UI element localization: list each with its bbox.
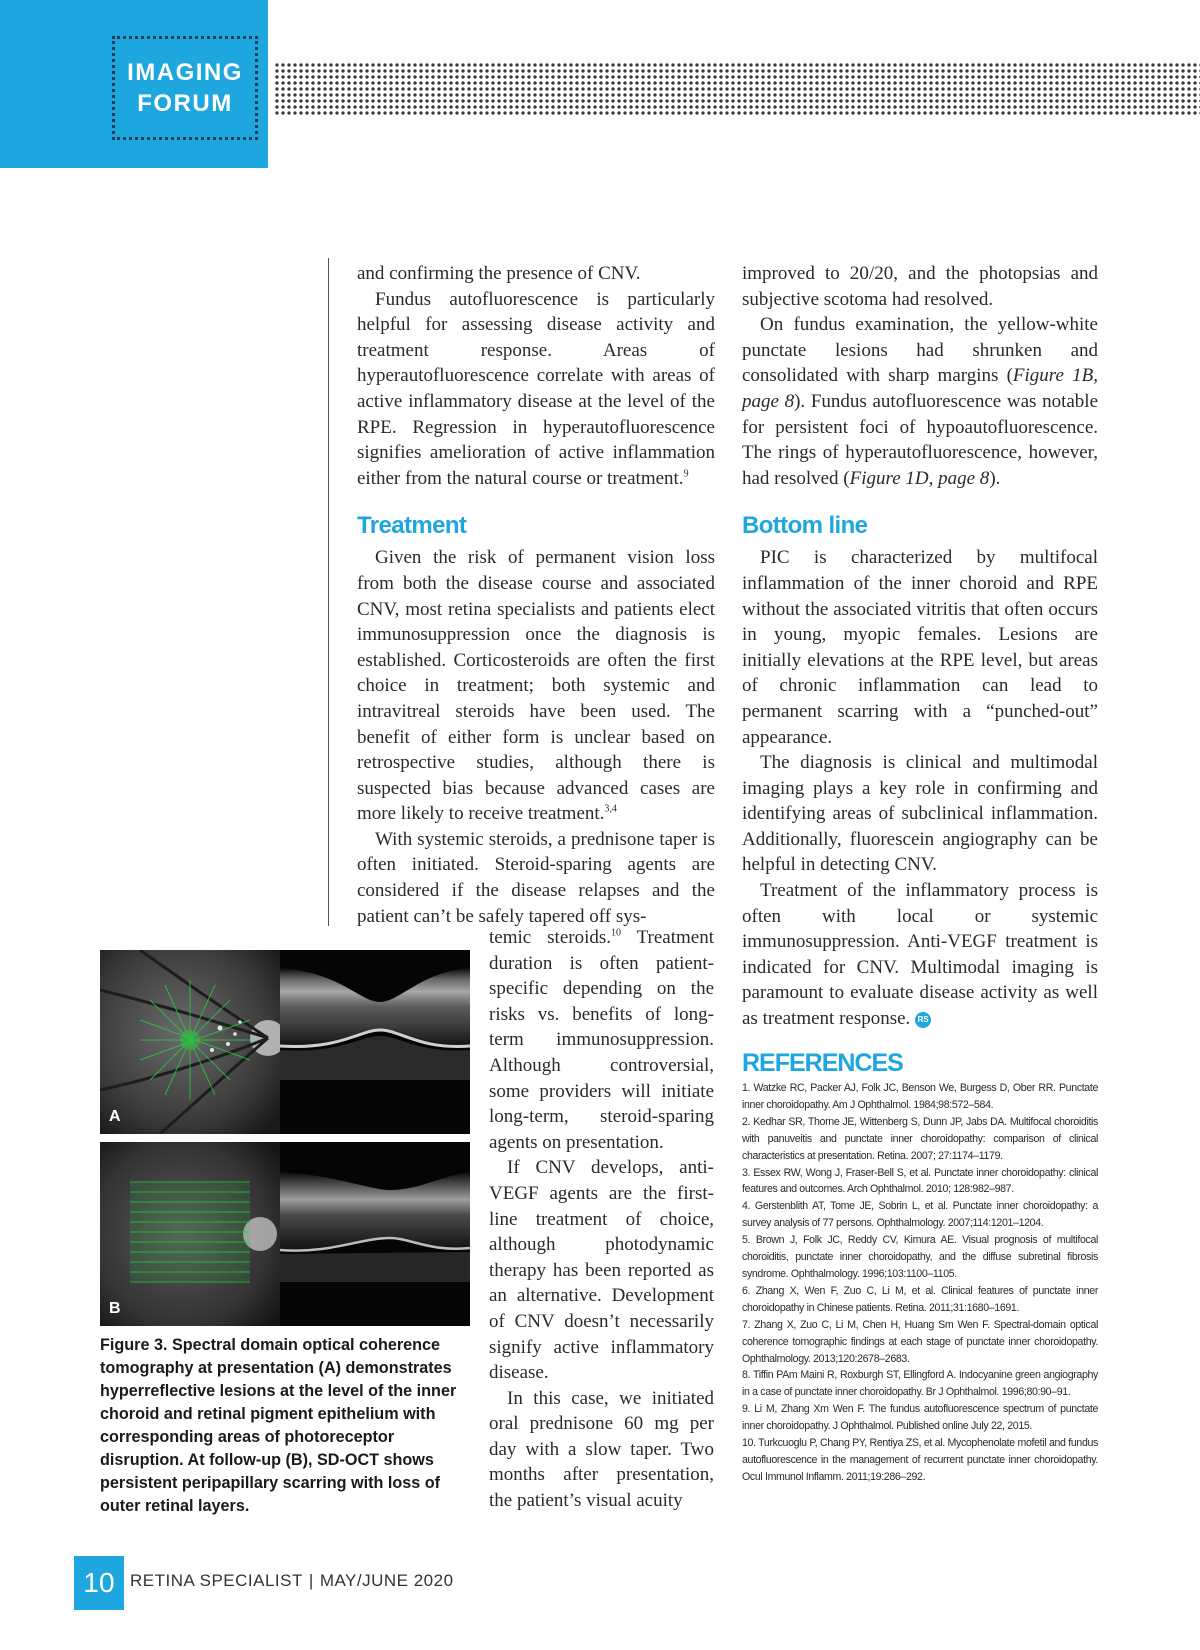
paragraph-treatment-1: Given the risk of permanent vision loss from both the disease course and associated CNV, most retina specialists and patients elect immunosuppression once the diagnosis is established. Corticosteroids are often the first choice in treatment; both systemic and intravitreal steroids have been used. The benefit of either form is unclear based on retrospective studies, although there is suspected bias because advanced cases are more likely to receive treatment.$^{3,4}$ (357, 547, 715, 825)
reference-marker: 10 (611, 927, 621, 939)
heading-treatment: Treatment (357, 512, 467, 540)
reference-item: 4. Gerstenblith AT, Tome JE, Sobrin L, et al. Punctate inner choroidopathy: a survey analysis of 77 persons. Ophthalmology. 2007;114:1201–1204. (742, 1200, 1098, 1230)
figure-panel-a (100, 950, 470, 1134)
article-column-1-continued (489, 925, 714, 1514)
panel-label-a: A (109, 1108, 121, 1125)
paragraph-bottom-3: Treatment of the inflammatory process is often with local or systemic immunosuppression. Anti-VEGF treatment is indicated for CNV. Multimodal imaging is paramount to evaluate disease activity as well as treatment response. RS (742, 880, 1098, 1030)
paragraph-continuation: and confirming the presence of CNV. (357, 263, 641, 284)
paragraph-treatment-2-continued: temic steroids.$^{10}$ Treatment duration is often patient-specific depending on the risks vs. benefits of long-term immunosuppression. Although controversial, some providers will initiate long-term, steroid-sparing agents on presentation. (489, 927, 714, 1153)
reference-marker: 3,4 (604, 803, 617, 815)
figure-panel-b (100, 1142, 470, 1326)
issue-date: MAY/JUNE 2020 (319, 1571, 454, 1590)
oct-image-a (100, 950, 470, 1134)
figure-reference: Figure 1B, page 8 (742, 365, 1098, 412)
page-number: 10 (74, 1556, 124, 1610)
paragraph-acuity: improved to 20/20, and the photopsias and subjective scotoma had resolved. (742, 263, 1098, 310)
references-list (742, 1080, 1098, 1486)
paragraph-fundus-autofluorescence: Fundus autofluorescence is particularly helpful for assessing disease activity and treatment response. Areas of hyperautofluorescence correlate with areas of active inflammatory disease at the level of the RPE. Regression in hyperautofluorescence signifies amelioration of active inflammation either from the natural course or treatment.$^9$ (357, 288, 715, 489)
reference-item: 7. Zhang X, Zuo C, Li M, Chen H, Huang Sm Wen F. Spectral-domain optical coherence tomographic findings at each stage of punctate inner choroidopathy. Ophthalmology. 2013;120:2678–2683. (742, 1318, 1098, 1365)
running-footer (130, 1571, 454, 1591)
decorative-dot-band (274, 62, 1200, 116)
section-label-line1: IMAGING (127, 59, 243, 86)
section-label (112, 36, 258, 140)
reference-item: 5. Brown J, Folk JC, Reddy CV, Kimura AE. Visual prognosis of multifocal choroiditis, punctate inner choroidopathy, and the diffuse subretinal fibrosis syndrome. Ophthalmology. 1996;103:1100–1105. (742, 1234, 1098, 1280)
column-rule (328, 258, 329, 926)
reference-item: 8. Tiffin PAm Maini R, Roxburgh ST, Ellingford A. Indocyanine green angiography in a case of punctate inner choroidopathy. Br J Ophthalmol. 1996;80:90–91. (742, 1369, 1098, 1399)
figure-reference: Figure 1D, page 8 (849, 467, 990, 489)
paragraph-treatment-2: With systemic steroids, a prednisone taper is often initiated. Steroid-sparing agents are considered if the disease relapses and the patient can’t be safely tapered off sys- (357, 828, 715, 927)
end-mark-icon: RS (915, 1012, 931, 1028)
paragraph-cnv: If CNV develops, anti-VEGF agents are the first-line treatment of choice, although photodynamic therapy has been reported as an alternative. Development of CNV doesn’t necessarily signify active inflammatory disease. (489, 1157, 714, 1384)
oct-image-b (100, 1142, 470, 1326)
article-column-2 (742, 261, 1098, 1032)
article-column-1 (357, 261, 715, 929)
figure-caption: Figure 3. Spectral domain optical coherence tomography at presentation (A) demonstrates hyperreflective lesions at the level of the inner choroid and retinal pigment epithelium with corresponding areas of photoreceptor disruption. At follow-up (B), SD-OCT shows persistent peripapillary scarring with loss of outer retinal layers. (100, 1336, 457, 1515)
panel-label-b: B (109, 1300, 121, 1317)
reference-item: 1. Watzke RC, Packer AJ, Folk JC, Benson We, Burgess D, Ober RR. Punctate inner choroidopathy. Am J Ophthalmol. 1984;98:572–584. (742, 1082, 1098, 1111)
reference-item: 3. Essex RW, Wong J, Fraser-Bell S, et al. Punctate inner choroidopathy: clinical features and outcomes. Arch Ophthalmol. 2010; 128:982–987. (742, 1166, 1098, 1196)
reference-item: 2. Kedhar SR, Thorne JE, Wittenberg S, Dunn JP, Jabs DA. Multifocal choroiditis with panuveitis and punctate inner choroidopathy: comparison of clinical characteristics at presentation. Retina. 2007; 27:1174–1179. (742, 1115, 1098, 1162)
reference-marker: 9 (683, 468, 689, 480)
paragraph-bottom-1: PIC is characterized by multifocal inflammation of the inner choroid and RPE without the associated vitritis that often occurs in young, myopic females. Lesions are initially elevations at the RPE level, but areas of chronic inflammation can lead to permanent scarring with a “punched-out” appearance. (742, 547, 1098, 748)
references-heading: REFERENCES (742, 1049, 903, 1077)
reference-item: 6. Zhang X, Wen F, Zuo C, Li M, et al. Clinical features of punctate inner choroidopathy in Chinese patients. Retina. 2011;31:1680–1691. (742, 1284, 1098, 1314)
paragraph-case: In this case, we initiated oral prednisone 60 mg per day with a slow taper. Two months after presentation, the patient’s visual acuity (489, 1387, 714, 1512)
heading-bottom-line: Bottom line (742, 512, 868, 540)
footer-separator: | (308, 1571, 314, 1590)
reference-item: 10. Turkcuoglu P, Chang PY, Rentiya ZS, et al. Mycophenolate mofetil and fundus autofluorescence in the management of recurrent punctate inner choroidopathy. Ocul Immunol Inflamm. 2011;19:286–292. (742, 1437, 1098, 1483)
section-label-line2: FORUM (137, 90, 233, 117)
paragraph-exam: On fundus examination, the yellow-white punctate lesions had shrunken and consolidated with sharp margins (Figure 1B, page 8). Fundus autofluorescence was notable for persistent foci of hypoautofluorescence. The rings of hyperautofluorescence, however, had resolved (Figure 1D, page 8). (742, 314, 1098, 489)
paragraph-bottom-2: The diagnosis is clinical and multimodal imaging plays a key role in confirming and identifying areas of subclinical inflammation. Additionally, fluorescein angiography can be helpful in detecting CNV. (742, 752, 1098, 876)
publication-name: RETINA SPECIALIST (130, 1571, 303, 1590)
reference-item: 9. Li M, Zhang Xm Wen F. The fundus autofluorescence spectrum of punctate inner choroidopathy. J Ophthalmol. Published online July 22, 2015. (742, 1403, 1098, 1433)
